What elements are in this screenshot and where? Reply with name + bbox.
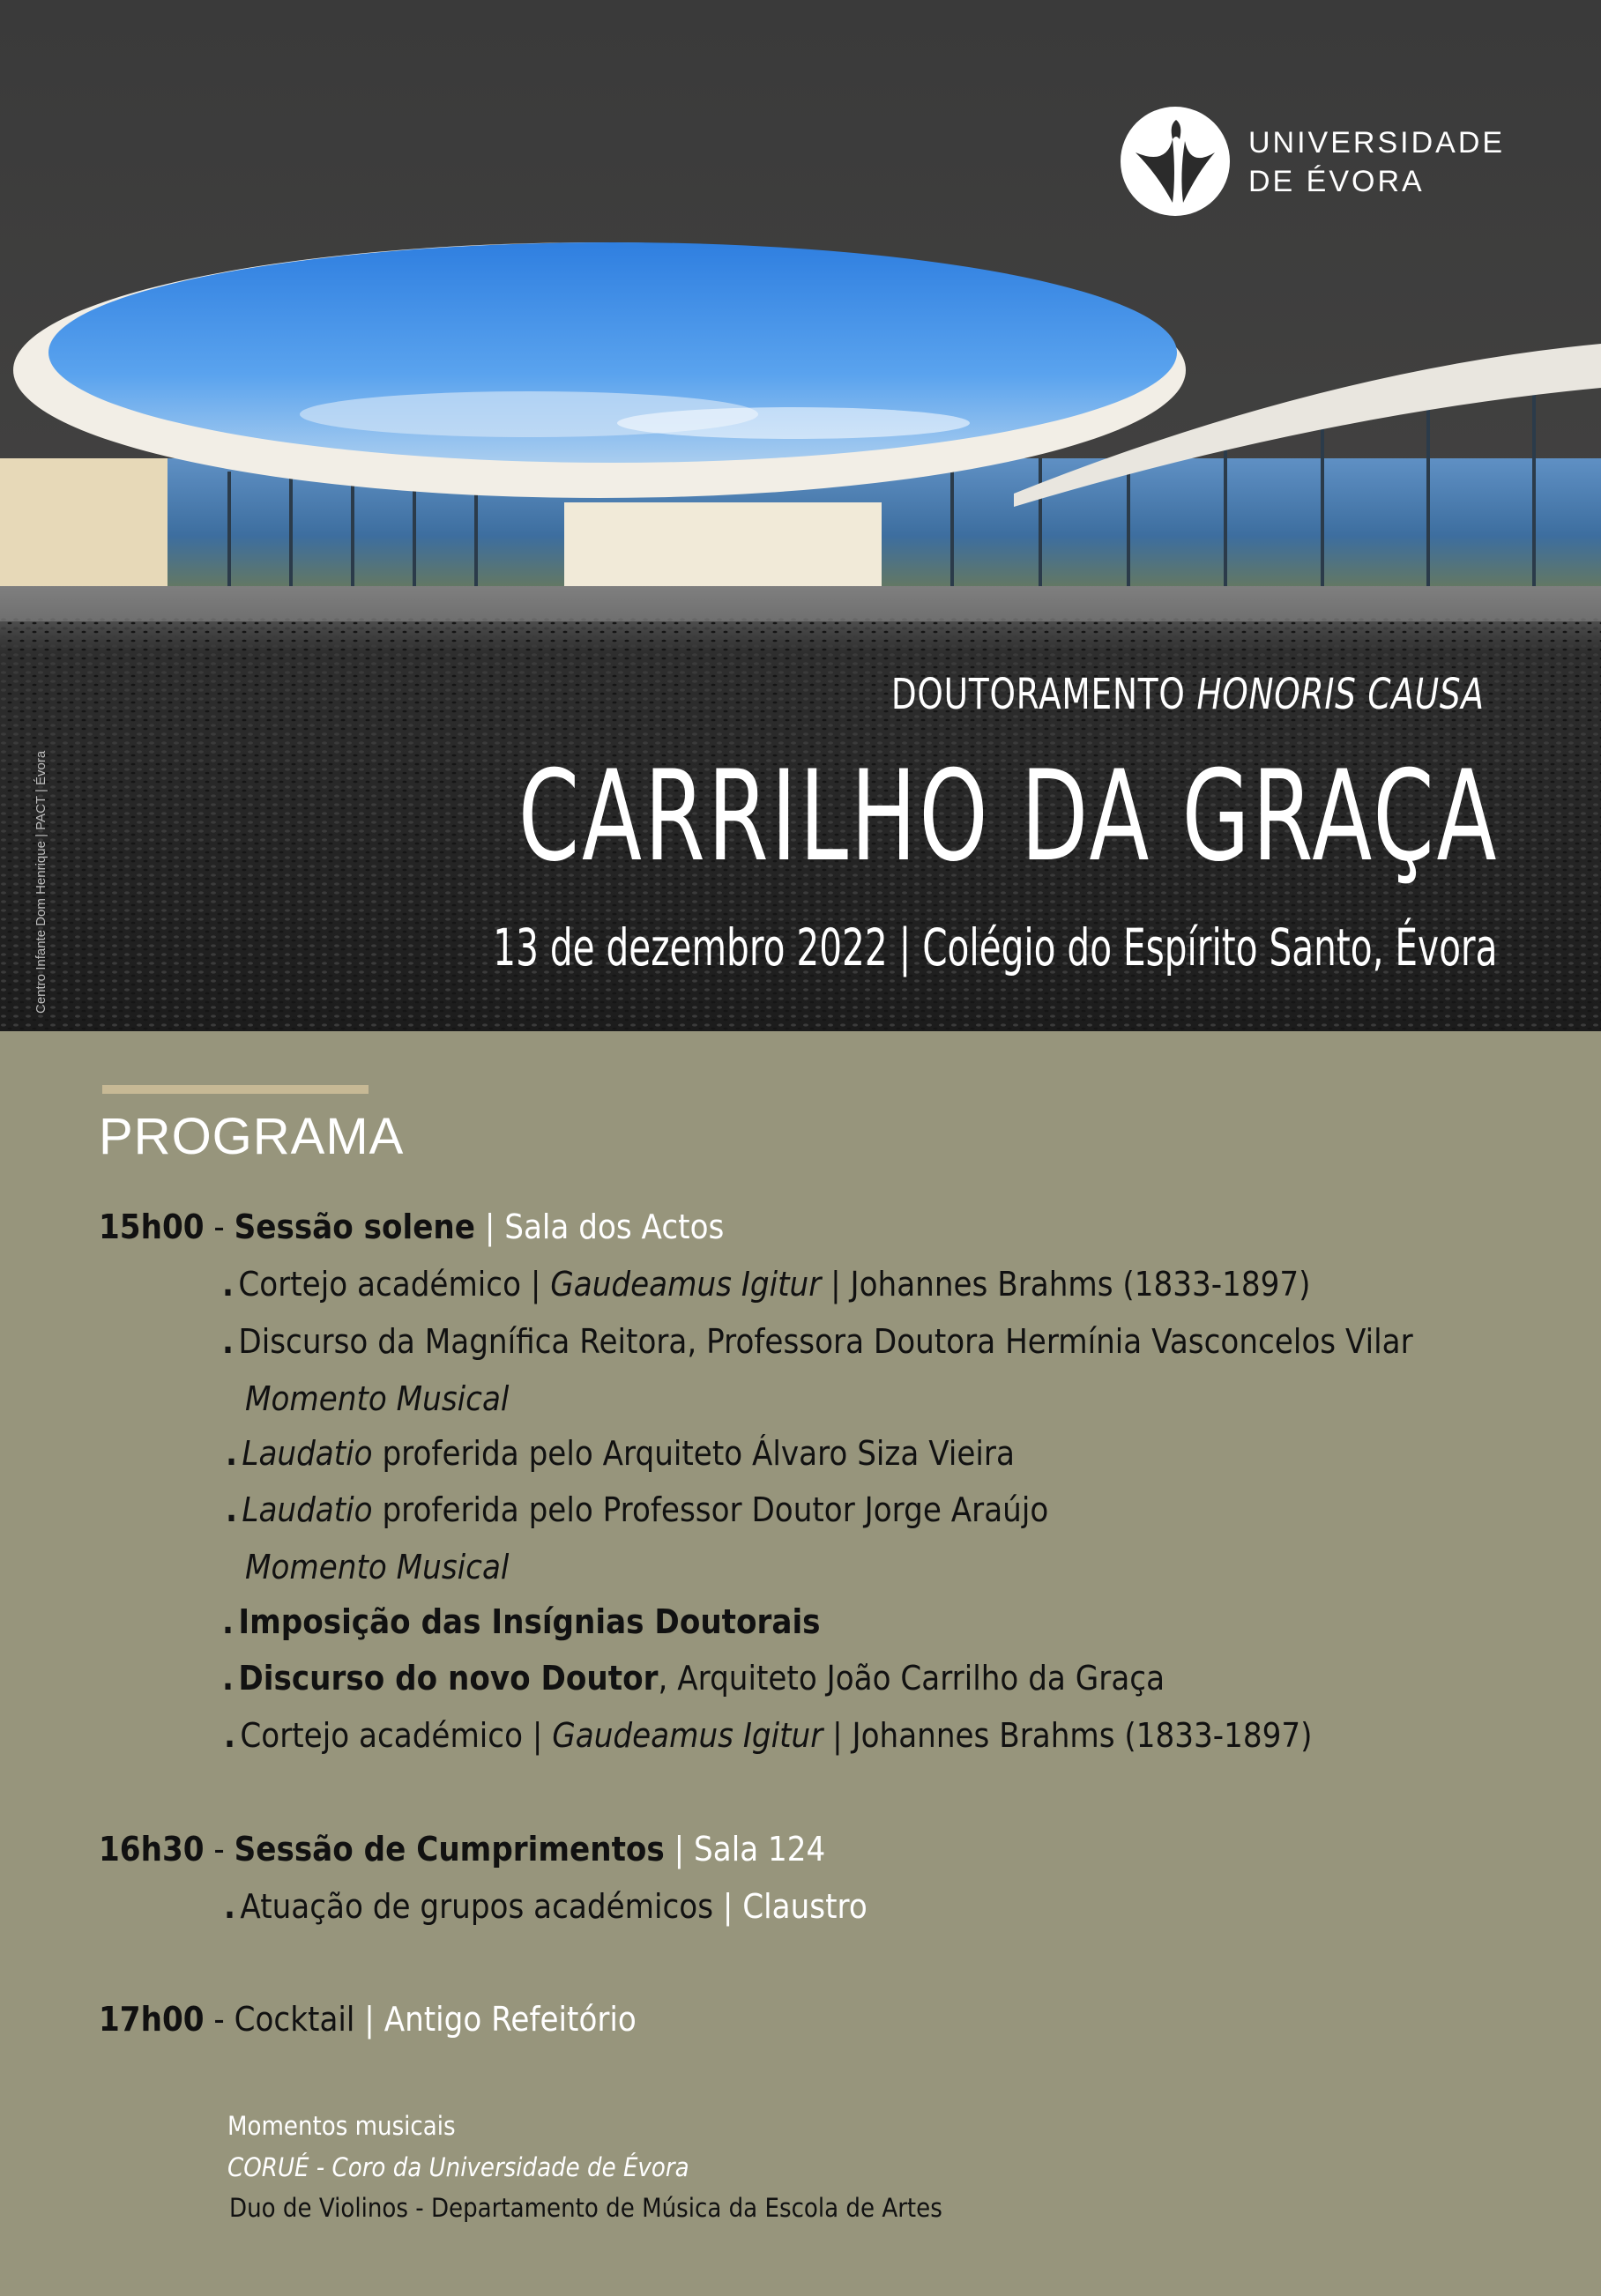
- item-8: [222, 1656, 1165, 1700]
- hero-subtitle: [891, 670, 1485, 719]
- item-5: [226, 1488, 1048, 1532]
- hero-photo: [0, 0, 1601, 1031]
- item-4-italic: Laudatio: [242, 1434, 373, 1473]
- item-9-text-b: | Johannes Brahms (1833-1897): [823, 1716, 1313, 1755]
- logo-line-2: DE ÉVORA: [1248, 165, 1425, 198]
- item-7: [222, 1600, 821, 1644]
- separator: |: [664, 1830, 695, 1869]
- hero-title: CARRILHO DA GRAÇA: [518, 744, 1499, 889]
- item-9-italic: Gaudeamus Igitur: [552, 1716, 823, 1755]
- session-3-time: 17h00: [99, 2000, 205, 2039]
- session-2-title: Sessão de Cumprimentos: [234, 1830, 665, 1869]
- footer-musical-moments: Momentos musicais: [227, 2111, 456, 2141]
- session-1-time: 15h00: [99, 1207, 205, 1246]
- item-4-text: proferida pelo Arquiteto Álvaro Siza Vieira: [372, 1434, 1015, 1473]
- university-logo: [1118, 104, 1506, 223]
- item-5-text: proferida pelo Professor Doutor Jorge Araújo: [372, 1490, 1049, 1529]
- session-1: [99, 1205, 724, 1249]
- item-10: [224, 1884, 868, 1928]
- item-5-italic: Laudatio: [242, 1490, 373, 1529]
- item-1-text-a: Cortejo académico |: [238, 1265, 551, 1304]
- separator: |: [354, 2000, 384, 2039]
- session-1-title: Sessão solene: [234, 1207, 475, 1246]
- bullet: .: [226, 1490, 237, 1529]
- dash: -: [204, 1830, 235, 1869]
- item-2-text: Discurso da Magnífica Reitora, Professora Doutora Hermínia Vasconcelos Vilar: [238, 1322, 1413, 1361]
- bullet: .: [222, 1602, 234, 1641]
- session-2-place: Sala 124: [694, 1830, 826, 1869]
- dash: -: [204, 2000, 235, 2039]
- hero-date-place: 13 de dezembro 2022 | Colégio do Espírito Santo, Évora: [492, 918, 1497, 977]
- session-3: [99, 1997, 637, 2041]
- subtitle-italic: HONORIS CAUSA: [1196, 670, 1485, 719]
- item-8-bold: Discurso do novo Doutor: [238, 1659, 659, 1698]
- bullet: .: [224, 1716, 235, 1755]
- bullet: .: [224, 1887, 235, 1926]
- logo-line-1: UNIVERSIDADE: [1248, 126, 1506, 160]
- photo-credit: Centro Infante Dom Henrique | PACT | Évora: [34, 750, 48, 1014]
- item-1-italic: Gaudeamus Igitur: [550, 1265, 822, 1304]
- separator: |: [474, 1207, 505, 1246]
- item-3: [245, 1377, 509, 1421]
- university-logo-icon: [1118, 104, 1232, 219]
- item-7-bold: Imposição das Insígnias Doutorais: [238, 1602, 821, 1641]
- session-3-title: Cocktail: [234, 2000, 355, 2039]
- bullet: .: [222, 1659, 234, 1698]
- program-heading: PROGRAMA: [99, 1108, 405, 1165]
- separator: |: [713, 1887, 743, 1926]
- footer-choir: [227, 2150, 689, 2185]
- dash: -: [204, 1207, 235, 1246]
- bullet: .: [222, 1322, 234, 1361]
- item-3-italic: Momento Musical: [245, 1379, 510, 1418]
- item-1-text-b: | Johannes Brahms (1833-1897): [821, 1265, 1311, 1304]
- item-6: [245, 1545, 509, 1589]
- accent-bar: [102, 1085, 369, 1094]
- session-1-place: Sala dos Actos: [504, 1207, 725, 1246]
- session-2-time: 16h30: [99, 1830, 205, 1869]
- item-6-italic: Momento Musical: [245, 1548, 510, 1586]
- item-2: [222, 1319, 1413, 1363]
- bullet: .: [226, 1434, 237, 1473]
- item-8-text: , Arquiteto João Carrilho da Graça: [658, 1659, 1165, 1698]
- item-10-place: Claustro: [742, 1887, 868, 1926]
- subtitle-plain: DOUTORAMENTO: [890, 670, 1186, 719]
- item-10-text: Atuação de grupos académicos: [240, 1887, 714, 1926]
- session-2: [99, 1827, 825, 1871]
- session-3-place: Antigo Refeitório: [383, 2000, 637, 2039]
- bullet: .: [222, 1265, 234, 1304]
- item-1: [222, 1262, 1311, 1306]
- footer-violin-duo: Duo de Violinos - Departamento de Música da Escola de Artes: [229, 2193, 942, 2223]
- item-9: [224, 1713, 1313, 1757]
- footer-choir-text: CORUÉ - Coro da Universidade de Évora: [227, 2152, 689, 2182]
- item-4: [226, 1431, 1015, 1475]
- item-9-text-a: Cortejo académico |: [240, 1716, 553, 1755]
